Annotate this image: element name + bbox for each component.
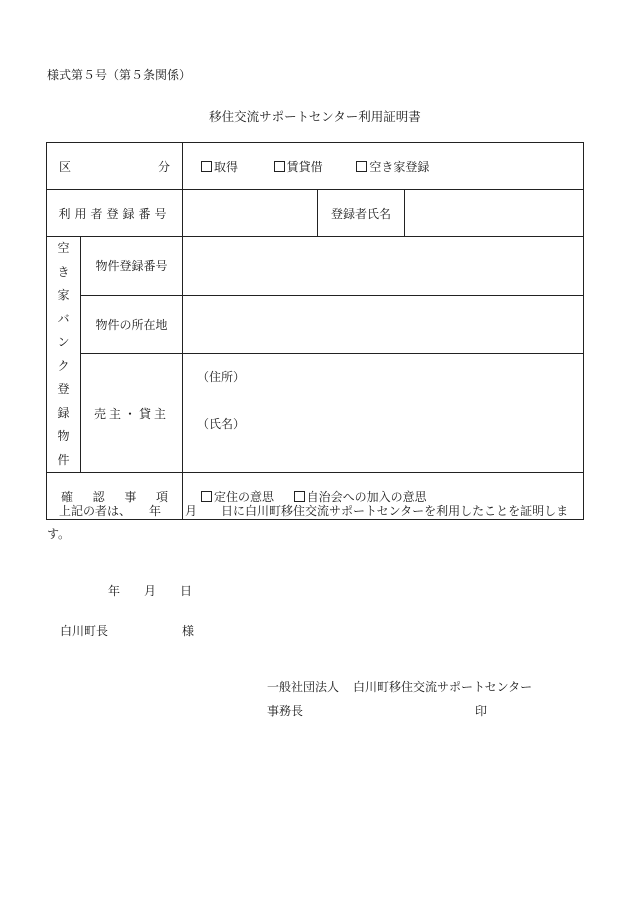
property-location-label: 物件の所在地 [81,295,183,354]
checkbox-settlement-intention[interactable]: 定住の意思 [201,488,274,505]
classification-label-right: 分 [157,159,170,174]
checkbox-icon [356,161,367,172]
property-number-label: 物件登録番号 [81,237,183,296]
form-number: 様式第５号（第５条関係） [47,68,192,82]
checkbox-vacant-house-registration[interactable]: 空き家登録 [356,158,429,175]
recipient-honorific: 様 [182,624,195,638]
checkbox-icon [201,161,212,172]
recipient-title: 白川町長 [60,624,109,638]
user-registration-row [47,190,584,237]
owner-name-field[interactable]: （氏名） [197,417,246,432]
registrant-name-label: 登録者氏名 [318,190,405,237]
certification-statement: 上記の者は、 年 月 日に白川町移住交流サポートセンターを利用したことを証明します。 [47,504,569,541]
issuer-org-name: 白川町移住交流サポートセンター [353,680,533,694]
issuer-organization [267,678,532,695]
checkbox-acquisition[interactable]: 取得 [201,158,238,175]
classification-options-cell [183,143,584,190]
property-number-row [47,237,584,296]
registrant-name-field[interactable] [405,190,584,237]
property-location-field[interactable] [183,295,584,354]
issuer-org-type: 一般社団法人 [267,680,340,694]
date-month: 月 [144,584,157,598]
user-registration-label: 利用者登録番号 [47,190,183,237]
checkbox-lease[interactable]: 賃貸借 [274,158,323,175]
certificate-form-table [46,142,584,520]
confirmation-label: 確 認 事 項 [47,473,183,520]
issuer-position: 事務長 [267,704,304,718]
property-location-row [47,295,584,354]
vacant-house-bank-label: 空 き 家 バ ン ク 登 録 物 件 [47,237,81,473]
issue-date [108,582,216,599]
owner-label: 売主・貸主 [81,354,183,473]
owner-fields [183,354,584,473]
owner-row [47,354,584,473]
classification-label-cell [47,143,183,190]
recipient [60,622,194,639]
property-number-field[interactable] [183,237,584,296]
classification-row [47,143,584,190]
seal-mark: 印 [475,704,488,718]
document-title: 移住交流サポートセンター利用証明書 [209,109,421,124]
checkbox-community-association[interactable]: 自治会への加入の意思 [294,488,427,505]
classification-label-left: 区 [59,159,72,174]
owner-address-field[interactable]: （住所） [197,370,246,385]
user-registration-number-field[interactable] [183,190,318,237]
checkbox-icon [274,161,285,172]
date-day: 日 [180,584,193,598]
date-year: 年 [108,584,121,598]
